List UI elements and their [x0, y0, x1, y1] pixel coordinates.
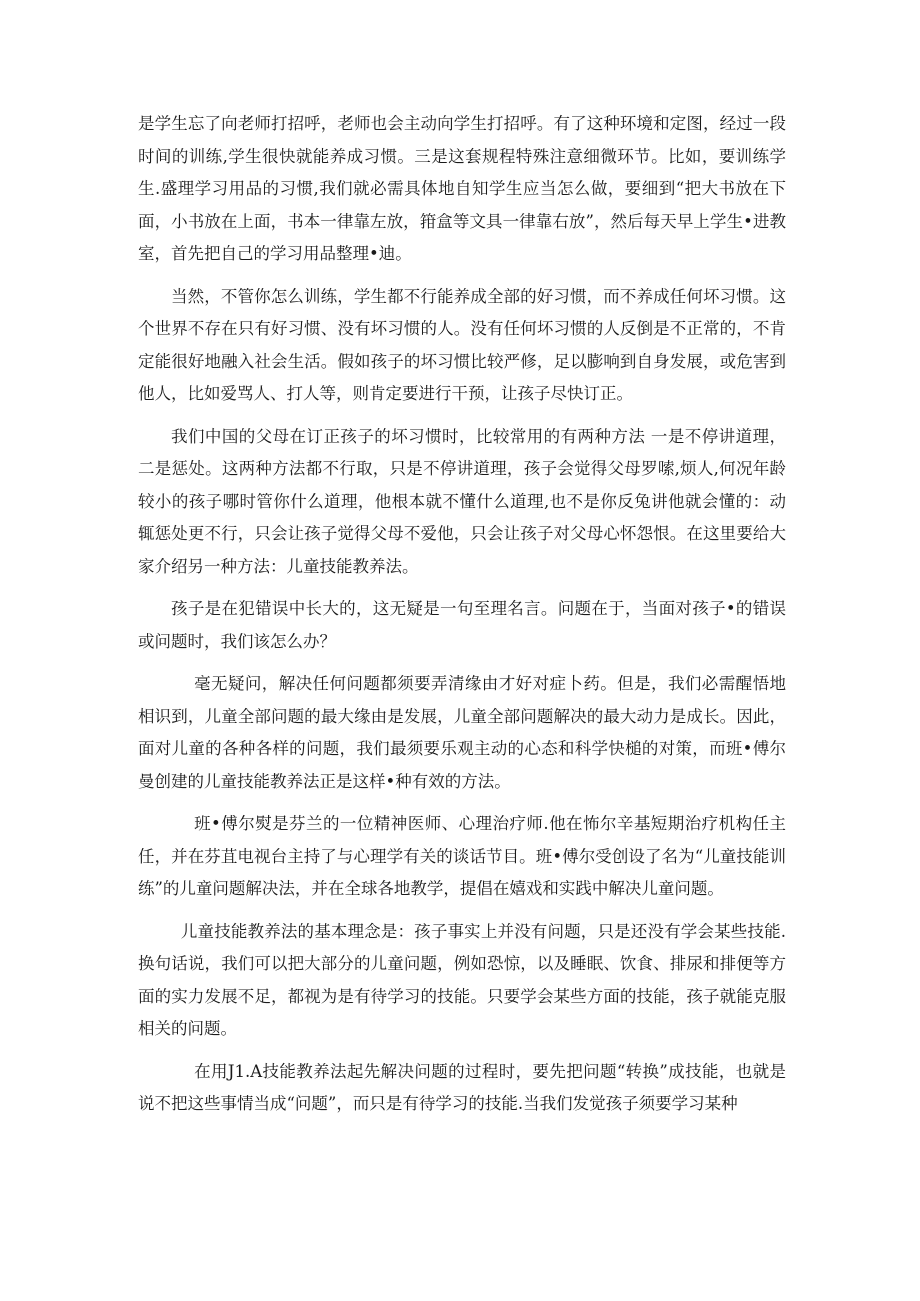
document-body — [138, 108, 786, 1131]
paragraph-8: 在用J1.A技能教养法起先解决问题的过程时，要先把问题“转换”成技能，也就是说不把这些事情当成“问题”，而只是有待学习的技能.当我们发觉孩子须要学习某种 — [138, 1061, 786, 1113]
paragraph-6: 班•傅尔熨是芬兰的一位精神医师、心理治疗师.他在怖尔辛基短期治疗机构任主任，并在芬苴电视台主持了与心理学有关的谈话节目。班•傅尔受创设了名为“儿童技能训练”的儿童问题解决法，并在全球各地教学，提倡在嬉戏和实践中解决儿童问题。 — [138, 814, 786, 898]
paragraph-2: 当然，不管你怎么训练，学生都不行能养成全部的好习惯，而不养成任何坏习惯。这个世界不存在只有好习惯、没有坏习惯的人。没有任何坏习惯的人反倒是不正常的，不肯定能很好地融入社会生活。假如孩子的坏习惯比较严修，足以膨响到自身发展，或危害到他人，比如爱骂人、打人等，则肯定要进行干预，让孩子尽快订正。 — [138, 286, 786, 403]
paragraph-7: 儿童技能教养法的基本理念是：孩子事实上并没有问题，只是还没有学会某些技能.换句话说，我们可以把大部分的儿童问题，例如恐惊，以及睡眠、饮食、排尿和排便等方面的实力发展不足，都视为是有待学习的技能。只要学会某些方面的技能，孩子就能克服相关的问题。 — [138, 921, 786, 1038]
paragraph-3: 我们中国的父母在订正孩子的坏习惯时，比较常用的有两种方法 一是不停讲道理，二是惩处。这两种方法都不行取，只是不停讲道理，孩子会觉得父母罗嗦,烦人,何况年龄较小的孩子哪时管你什么道理，他根本就不懂什么道理,也不是你反兔讲他就会懂的：动辄惩处更不行，只会让孩子觉得父母不爱他，只会让孩子对父母心怀怨恨。在这里要给大家介绍另一种方法：儿童技能教养法。 — [138, 426, 786, 576]
paragraph-5: 毫无疑问，解决任何问题都须要弄清缘由才好对症卜药。但是，我们必需醒悟地相识到，儿童全部问题的最大缘由是发展，儿童全部问题解决的最大动力是成长。因此，面对儿童的各种各样的问题，我们最须要乐观主动的心态和科学快槌的对策，而班•傅尔曼创建的儿童技能教养法正是这样•种有效的方法。 — [138, 674, 786, 791]
paragraph-1: 是学生忘了向老师打招呼，老师也会主动向学生打招呼。有了这种环境和定图，经过一段时间的训练,学生很快就能养成习惯。三是这套规程特殊注意细微环节。比如，要训练学生.盛理学习用品的习惯,我们就必需具体地自知学生应当怎么做，要细到“把大书放在下面，小书放在上面，书本一律靠左放，箝盒等文具一律靠右放”，然后每天早上学生•进教室，首先把自己的学习用品整理•迪。 — [138, 114, 786, 263]
paragraph-4: 孩子是在犯错误中长大的，这无疑是一句至理名言。问题在于，当面对孩子•的错误或问题时，我们该怎么办？ — [138, 599, 786, 651]
